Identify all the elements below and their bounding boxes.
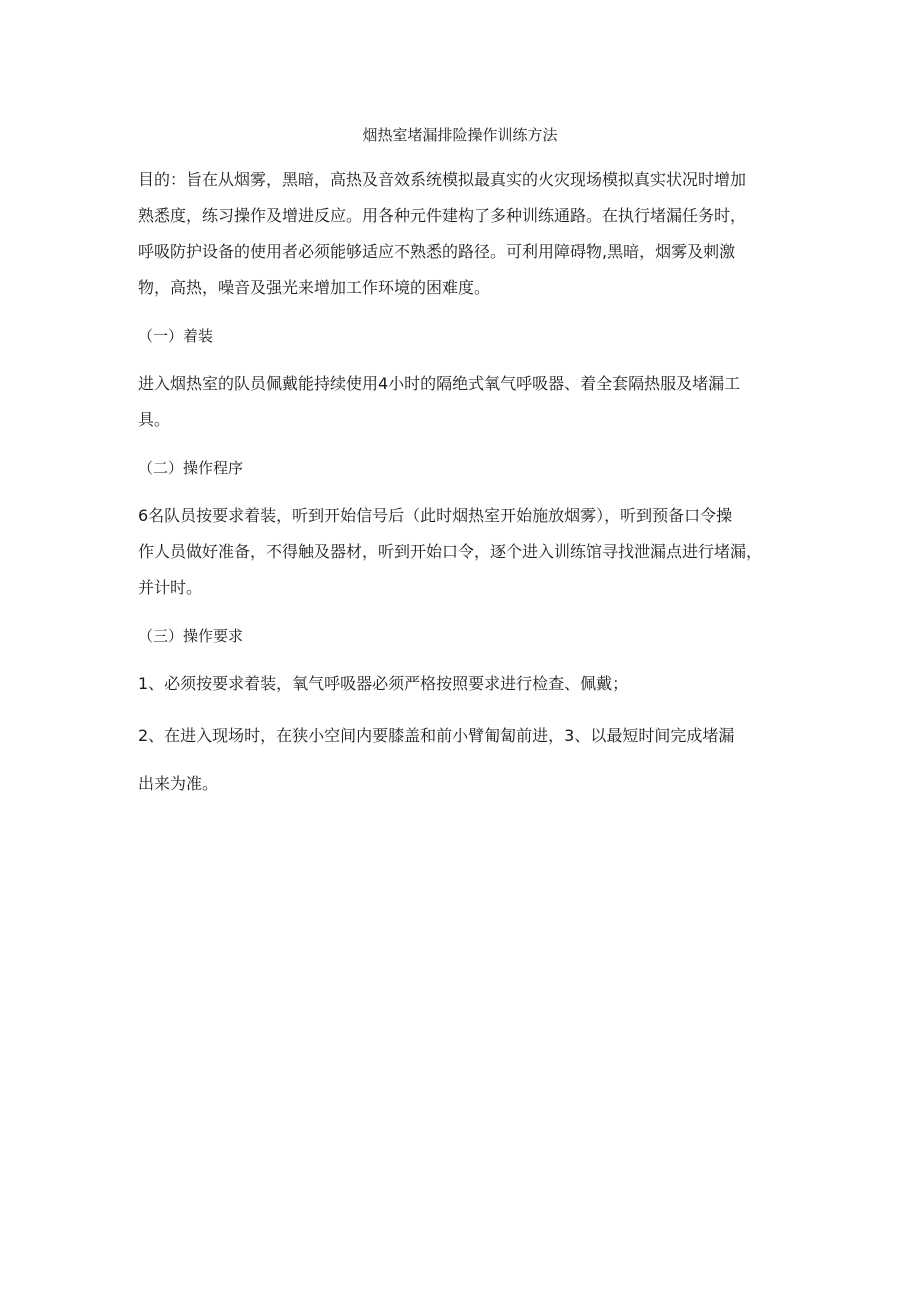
text-line: 物，高热，噪音及强光来增加工作环境的困难度。 [138, 278, 491, 297]
text-line: 目的：旨在从烟雾，黑暗，高热及音效系统模拟最真实的火灾现场模拟真实状况时增加 [138, 170, 747, 189]
section-heading-procedure: （二）操作程序 [138, 459, 244, 477]
procedure-paragraph [138, 498, 790, 606]
document-title: 烟热室堵漏排险操作训练方法 [362, 126, 558, 144]
text-line: 进入烟热室的队员佩戴能持续使用4小时的隔绝式氧气呼吸器、着全套隔热服及堵漏工 [138, 374, 741, 393]
document-body [138, 162, 790, 802]
text-line: 6名队员按要求着装，听到开始信号后（此时烟热室开始施放烟雾），听到预备口令操 [138, 506, 733, 525]
requirement-item-1 [138, 666, 790, 702]
text-line: 2、在进入现场时，在狭小空间内要膝盖和前小臂匍匐前进，3、以最短时间完成堵漏 [138, 726, 735, 745]
text-line: 具。 [138, 410, 171, 429]
text-line: 熟悉度，练习操作及增进反应。用各种元件建构了多种训练通路。在执行堵漏任务时， [138, 206, 747, 225]
purpose-paragraph [138, 162, 790, 306]
section-heading-dress: （一）着装 [138, 327, 214, 345]
text-line: 出来为准。 [138, 774, 219, 793]
text-line: 呼吸防护设备的使用者必须能够适应不熟悉的路径。可利用障碍物,黑暗，烟雾及刺激 [138, 242, 736, 261]
dress-paragraph [138, 366, 790, 438]
text-line: 1、必须按要求着装，氧气呼吸器必须严格按照要求进行检查、佩戴； [138, 674, 629, 693]
text-line: 并计时。 [138, 578, 203, 597]
text-line: 作人员做好准备，不得触及器材，听到开始口令，逐个进入训练馆寻找泄漏点进行堵漏， [138, 542, 763, 561]
requirement-item-2 [138, 718, 790, 802]
section-heading-requirements: （三）操作要求 [138, 627, 244, 645]
